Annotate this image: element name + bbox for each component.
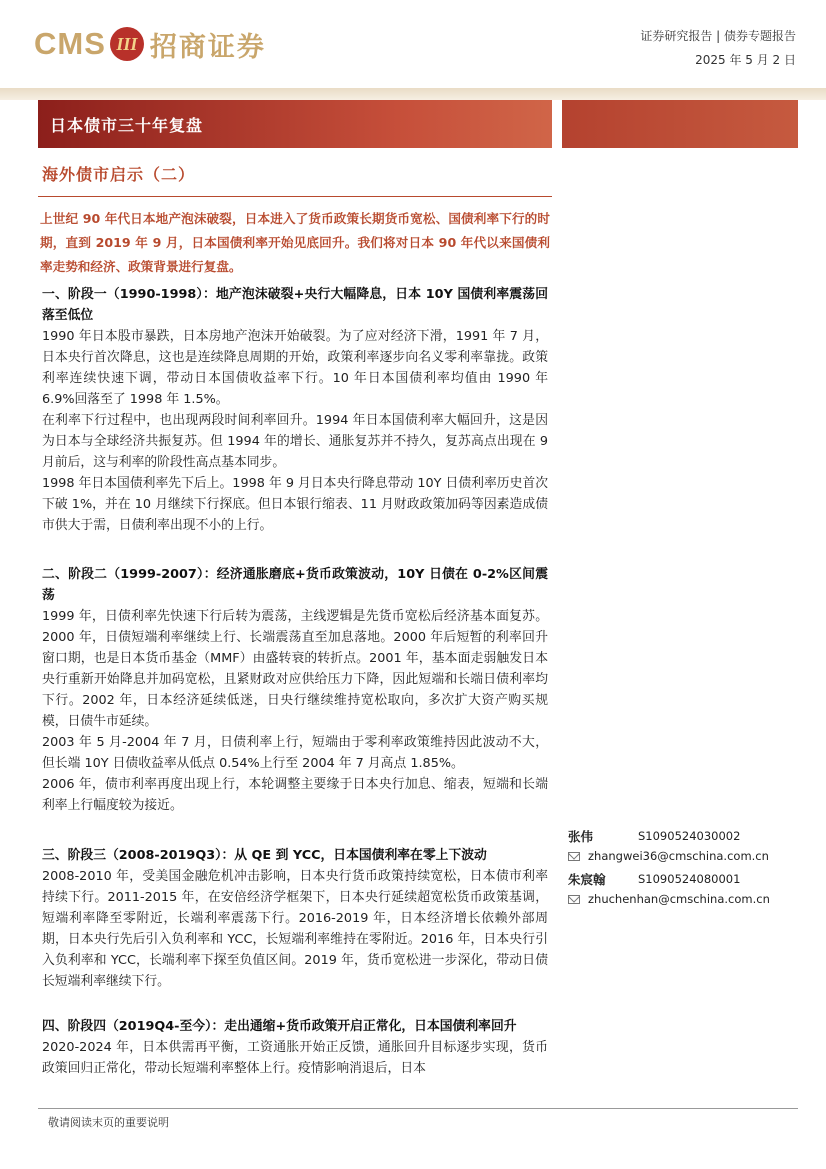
- author-license-id: S1090524080001: [638, 872, 741, 886]
- subtitle-divider: [38, 196, 552, 197]
- title-band: [38, 100, 552, 148]
- header-divider: [0, 88, 826, 100]
- section-heading: 三、阶段三（2008-2019Q3）：从 QE 到 YCC，日本国债利率在零上下波动: [42, 848, 487, 863]
- footer-divider: [38, 1108, 798, 1109]
- paragraph: 在利率下行过程中，也出现两段时间利率回升。1994 年日本国债利率大幅回升，这是因为日本与全球经济共振复苏。但 1994 年的增长、通胀复苏并不持久，复苏高点出现在 9 月前后，这与利率的阶段性高点基本同步。: [42, 413, 548, 470]
- abstract: 上世纪 90 年代日本地产泡沫破裂，日本进入了货币政策长期货币宽松、国债利率下行的时期，直到 2019 年 9 月，日本国债利率开始见底回升。我们将对日本 90 年代以来国债利率走势和经济、政策背景进行复盘。: [40, 211, 550, 274]
- section-3: [42, 845, 548, 992]
- logo-mark-icon: III: [110, 27, 144, 61]
- paragraph: 2020-2024 年，日本供需再平衡，工资通胀开始正反馈，通胀回升目标逐步实现，货币政策回归正常化，带动长短端利率整体上行。疫情影响消退后，日本: [42, 1040, 548, 1076]
- author-panel: [568, 826, 798, 912]
- paragraph: 2008-2010 年，受美国金融危机冲击影响，日本央行货币政策持续宽松，日本债市利率持续下行。2011-2015 年，在安倍经济学框架下，日本央行延续超宽松货币政策基调，短端利率降至零附近，长端利率震荡下行。2016-2019 年，日本经济增长依赖外部周期，日本央行先后引入负利率和 YCC，长短端利率维持在零附近。2016 年，日本央行引入负利率和 YCC，长端利率下探至负值区间。2019 年，货币宽松进一步深化，带动日债长短端利率继续下行。: [42, 869, 548, 989]
- paragraph: 2003 年 5 月-2004 年 7 月，日债利率上行，短端由于零利率政策维持因此波动不大，但长端 10Y 日债收益率从低点 0.54%上行至 2004 年 7 月高点 1.85%。: [42, 735, 548, 771]
- report-subtitle: 海外债市启示（二）: [42, 165, 196, 184]
- section-heading: 四、阶段四（2019Q4-至今）：走出通缩+货币政策开启正常化，日本国债利率回升: [42, 1019, 517, 1034]
- author-email-row: [568, 889, 798, 909]
- author-name: 张伟: [568, 829, 594, 844]
- report-title: 日本债市三十年复盘: [50, 116, 204, 135]
- mail-icon: [568, 895, 580, 904]
- paragraph: 1999 年，日债利率先快速下行后转为震荡，主线逻辑是先货币宽松后经济基本面复苏。2000 年，日债短端利率继续上行、长端震荡直至加息落地。2000 年后短暂的利率回升窗口期，也是日本货币基金（MMF）由盛转衰的转折点。2001 年，基本面走弱触发日本央行重新开始降息并加码宽松，且紧财政对应供给压力下降，因此短端和长端日债利率均下行。2002 年，日本经济延续低迷，日央行继续维持宽松取向，多次扩大资产购买规模，日债牛市延续。: [42, 609, 548, 729]
- author-license-id: S1090524030002: [638, 829, 741, 843]
- paragraph: 1998 年日本国债利率先下后上。1998 年 9 月日本央行降息带动 10Y 日债利率历史首次下破 1%，并在 10 月继续下行探底。但日本银行缩表、11 月财政政策加码等因素造成债市供大于需，日债利率出现不小的上行。: [42, 476, 548, 533]
- author-email[interactable]: zhuchenhan@cmschina.com.cn: [588, 892, 770, 906]
- section-2: [42, 564, 548, 816]
- section-4: [42, 1016, 548, 1079]
- author-row: [568, 869, 798, 889]
- header-meta: [640, 24, 796, 72]
- section-heading: 一、阶段一（1990-1998）：地产泡沫破裂+央行大幅降息，日本 10Y 国债利率震荡回落至低位: [42, 287, 548, 323]
- author-name: 朱宸翰: [568, 872, 606, 887]
- author-row: [568, 826, 798, 846]
- page-header: [0, 0, 826, 88]
- report-date: 2025 年 5 月 2 日: [695, 53, 796, 67]
- company-logo: [34, 22, 266, 66]
- footer-disclaimer: 敬请阅读末页的重要说明: [48, 1116, 169, 1129]
- sidebar-band: [562, 100, 798, 148]
- paragraph: 2006 年，债市利率再度出现上行，本轮调整主要缘于日本央行加息、缩表，短端和长端利率上行幅度较为接近。: [42, 777, 548, 813]
- report-type: 证券研究报告 | 债券专题报告: [640, 29, 796, 43]
- author-email[interactable]: zhangwei36@cmschina.com.cn: [588, 849, 769, 863]
- logo-chinese: 招商证券: [149, 31, 266, 63]
- section-heading: 二、阶段二（1999-2007）：经济通胀磨底+货币政策波动，10Y 日债在 0-2%区间震荡: [42, 567, 548, 603]
- mail-icon: [568, 852, 580, 861]
- author-email-row: [568, 846, 798, 866]
- logo-latin: CMS: [34, 26, 106, 61]
- paragraph: 1990 年日本股市暴跌，日本房地产泡沫开始破裂。为了应对经济下滑，1991 年 7 月，日本央行首次降息，这也是连续降息周期的开始，政策利率逐步向名义零利率靠拢。政策利率连续快速下调，带动日本国债收益率下行。10 年日本国债利率均值由 1990 年 6.9%回落至了 1998 年 1.5%。: [42, 329, 548, 407]
- section-1: [42, 284, 548, 536]
